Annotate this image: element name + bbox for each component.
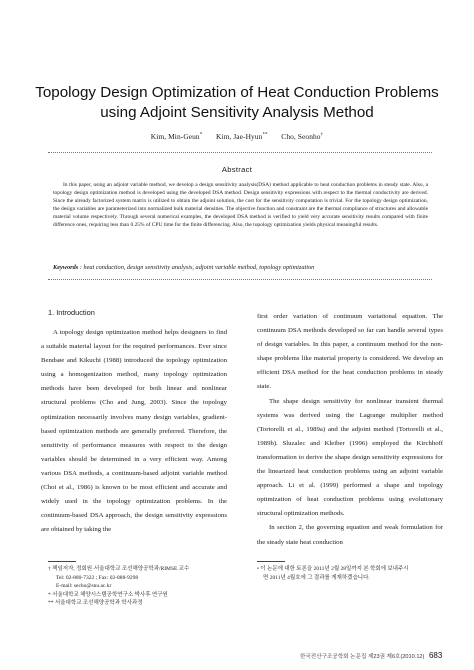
footnote-rule-left [48, 561, 76, 562]
author-list [0, 132, 474, 141]
footnote-author-2: * 서울대학교 해양시스템공학연구소 박사후 연구원 [48, 591, 168, 598]
dotted-divider-top [48, 152, 432, 153]
left-paragraph-1: A topology design optimization method helps designers to find a suitable material layout for the required performances. Ever since Bendsøe and Kikuchi (1988) introduced the topology optimization using a homogenization method, many topology optimization methods have been developed for both linear and nonlinear structural problems (Cho and Jung, 2003). Since the topology optimization necessarily involves many design variables, gradient-based optimization methods are generally preferred. Therefore, the sensitivity of performance measures with respect to the design variables should be determined in a very efficient way. Among various DSA methods, a continuum-based adjoint variable method (Choi et al., 1986) is known to be most efficient and accurate and widely used in the topology optimization problems. In the continuum-based DSA approach, the design sensitivity expressions are obtained by taking the [41, 329, 227, 534]
section-heading: 1. Introduction [48, 308, 95, 317]
paper-title [0, 83, 474, 123]
right-paragraph-1: first order variation of continuum variational equation. The continuum DSA methods developed so far can handle several types of design variables. In this paper, a continuum method for the non-shape problems like material property is considered. We develop an efficient DSA method for the heat conduction problems in steady state. [257, 313, 443, 391]
left-column [41, 326, 227, 537]
abstract-text: In this paper, using an adjoint variable method, we develop a design sensitivity analysis(DSA) method applicable to heat conduction problems in steady state. Also, a topology design optimization method is developed using the developed DSA method. Design sensitivity expressions with respect to the thermal conductivity are derived. Since the already factorized system matrix is utilized to obtain the adjoint solution, the cost for the sensitivity computation is trivial. For the topology design optimization, the design variables are parameterized into normalized bulk material densities. The objective function and constraint are the thermal compliance of structures and allowable material volume respectively. Through several numerical examples, the developed DSA method is verified to yield very accurate sensitivity results compared with finite difference ones, requiring less than 0.25% of CPU time for the finite differencing. Also, the topology optimization yields physical meaningful results. [53, 182, 428, 229]
author-2: Kim, Jae-Hyun** [215, 132, 268, 141]
abstract-heading: Abstract [221, 165, 253, 174]
right-paragraph-2: The shape design sensitivity for nonlinear transient thermal systems was derived using the Lagrange multiplier method (Tortorelli et al., 1989a) and the adjoint method (Tortorelli et al., 1989b). Sluzalec and Kleiber (1996) employed the Kirchhoff transformation to derive the shape design sensitivity expressions for the linearized heat conduction problems using an adjoint variable approach. Li et al. (1999) performed a shape and topology optimization of heat conduction problems using evolutionary structural optimization methods. [257, 397, 443, 518]
keywords-line [53, 264, 433, 271]
keywords-text: : heat conduction, design sensitivity analysis, adjoint variable method, topology optimization [79, 264, 315, 271]
dotted-divider-bottom [48, 279, 432, 280]
right-column [257, 310, 443, 550]
keywords-label: Keywords [53, 264, 79, 271]
page-footer [300, 651, 443, 660]
author-3: Cho, Seonho† [281, 132, 324, 141]
author-1: Kim, Min-Geun* [150, 132, 203, 141]
footnote-email: E-mail: secho@snu.ac.kr [56, 583, 112, 590]
footnotes-left [48, 565, 234, 608]
footnote-author-3: ** 서울대학교 조선해양공학과 학사과정 [48, 600, 143, 607]
footnote-phone-fax: Tel: 02-880-7322 ; Fax: 02-888-9298 [56, 574, 139, 581]
journal-name: 한국전산구조공학회 논문집 제23권 제6호(2010.12) [300, 654, 425, 660]
title-line-1: Topology Design Optimization of Heat Conduction Problems [35, 84, 439, 101]
right-paragraph-3: In section 2, the governing equation and weak formulation for the steady state heat conduction [257, 524, 443, 546]
footnotes-right [257, 565, 437, 582]
footnote-discussion-2: 면 2011년 4월호에 그 결과를 게재하겠습니다. [263, 574, 370, 581]
footnote-discussion-1: • 이 논문에 대한 토론을 2011년 2월 28일까지 본 학회에 보내주시 [257, 566, 409, 572]
title-line-2: using Adjoint Sensitivity Analysis Method [100, 104, 374, 121]
footnote-corresponding-author: † 책임저자, 정회원·서울대학교 조선해양공학과/RIMSE 교수 [48, 566, 190, 572]
page-number: 683 [428, 651, 443, 660]
abstract-body [53, 181, 428, 230]
footnote-rule-right [257, 561, 285, 562]
